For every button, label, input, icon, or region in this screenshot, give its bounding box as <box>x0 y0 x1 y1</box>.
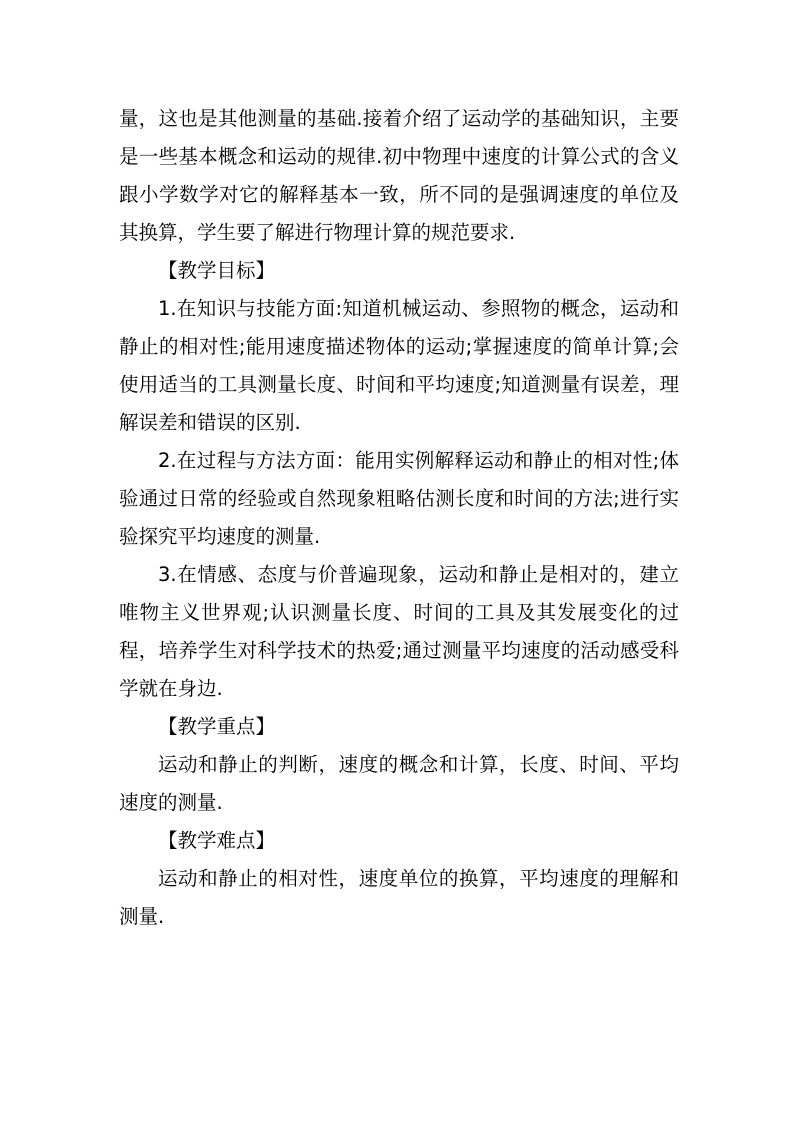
heading-teaching-objectives: 【教学目标】 <box>158 259 276 282</box>
objective-knowledge-skills: 1.在知识与技能方面:知道机械运动、参照物的概念，运动和静止的相对性;能用速度描述物体的运动;掌握速度的简单计算;会使用适当的工具测量长度、时间和平均速度;知道测量有误差，理解误差和错误的区别. <box>119 297 679 434</box>
key-points-paragraph: 运动和静止的判断，速度的概念和计算，长度、时间、平均速度的测量. <box>119 753 679 814</box>
objective-emotion-attitude: 3.在情感、态度与价普遍现象，运动和静止是相对的，建立唯物主义世界观;认识测量长度、时间的工具及其发展变化的过程，培养学生对科学技术的热爱;通过测量平均速度的活动感受科学就在身边. <box>119 563 679 700</box>
heading-teaching-difficulties: 【教学难点】 <box>158 829 276 852</box>
document-page <box>119 100 679 936</box>
difficulties-paragraph: 运动和静止的相对性，速度单位的换算，平均速度的理解和测量. <box>119 867 679 928</box>
objective-process-methods: 2.在过程与方法方面：能用实例解释运动和静止的相对性;体验通过日常的经验或自然现象粗略估测长度和时间的方法;进行实验探究平均速度的测量. <box>119 449 679 548</box>
intro-paragraph: 量，这也是其他测量的基础.接着介绍了运动学的基础知识，主要是一些基本概念和运动的规律.初中物理中速度的计算公式的含义跟小学数学对它的解释基本一致，所不同的是强调速度的单位及其换算，学生要了解进行物理计算的规范要求. <box>119 107 679 244</box>
heading-teaching-key-points: 【教学重点】 <box>158 715 276 738</box>
